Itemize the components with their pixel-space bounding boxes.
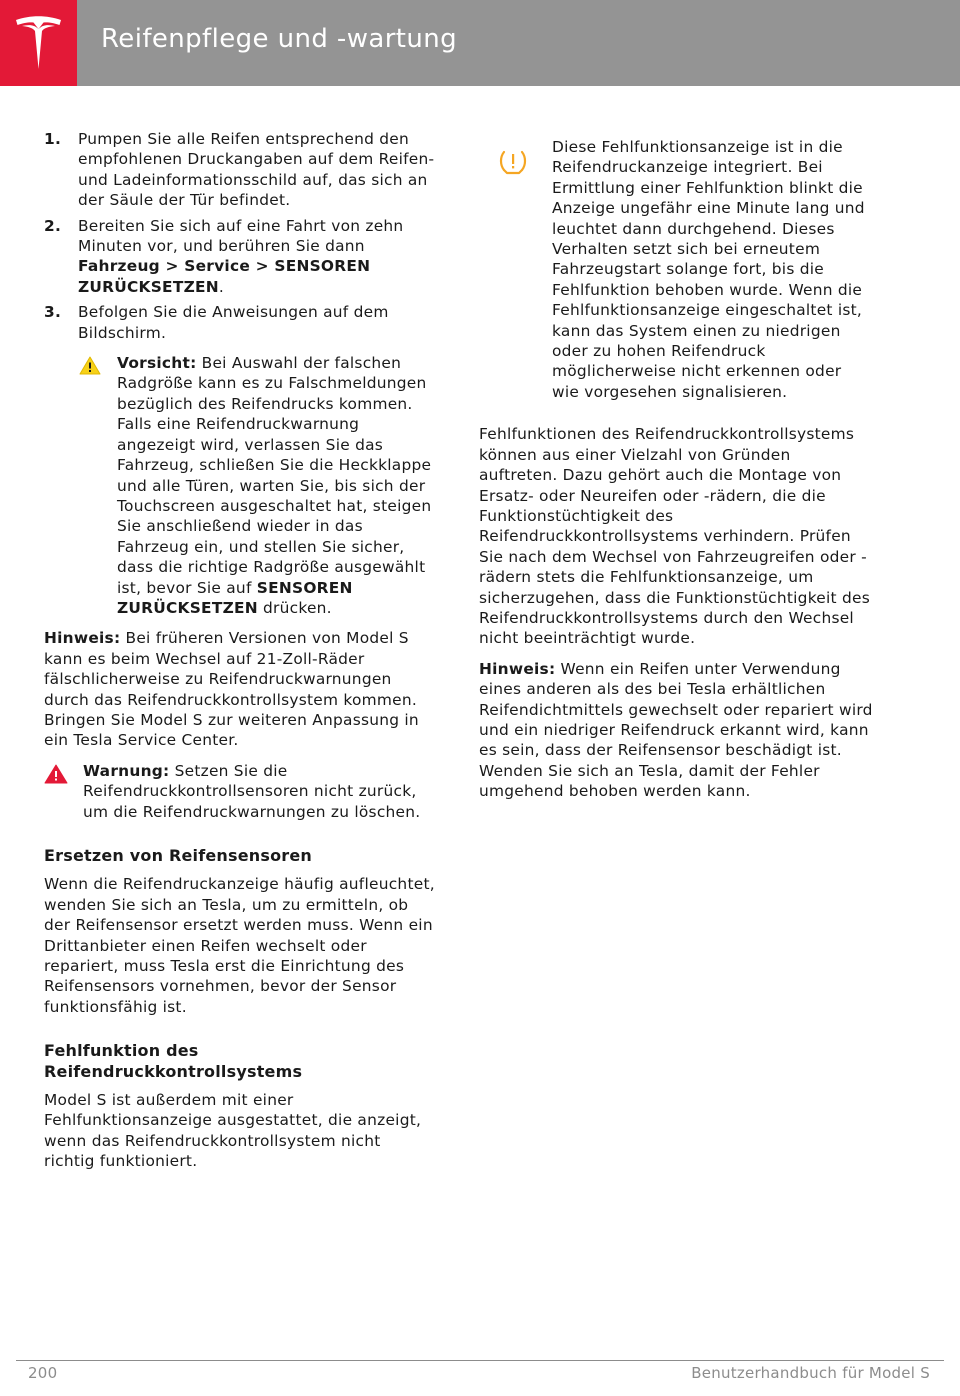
step-text: Pumpen Sie alle Reifen entsprechend den empfohlenen Druckangaben auf dem Reifen- und Ladeinformationsschild auf, das sich an der Säule der Tür befindet. (78, 130, 435, 210)
step-number: 2. (44, 216, 62, 235)
list-item (44, 129, 436, 211)
right-column (479, 137, 873, 802)
tpms-indicator-callout (479, 137, 873, 402)
left-column (44, 129, 436, 1172)
section-heading-malfunction: Fehlfunktion des Reifendruckkontrollsystems (44, 1041, 303, 1081)
note-label: Hinweis: (44, 629, 121, 648)
step-text: Befolgen Sie die Anweisungen auf dem Bildschirm. (78, 303, 389, 342)
menu-path: Fahrzeug > Service > SENSOREN ZURÜCKSETZEN (78, 257, 371, 296)
section-text-sensors: Wenn die Reifendruckanzeige häufig aufleuchtet, wenden Sie sich an Tesla, um zu ermitteln, ob der Reifensensor ersetzt werden muss. Wenn ein Drittanbieter einen Reifen wechselt oder repariert, muss Tesla erst die Einrichtung des Reifensensors vornehmen, bevor der Sensor funktionsfähig ist. (44, 875, 435, 1016)
steps-list (44, 129, 436, 343)
list-item (44, 302, 436, 343)
section-text-malfunction: Model S ist außerdem mit einer Fehlfunktionsanzeige ausgestattet, die anzeigt, wenn das Reifendruckkontrollsystem nicht richtig funktioniert. (44, 1091, 422, 1171)
footer-divider (16, 1360, 944, 1361)
step-number: 3. (44, 303, 62, 322)
warning-label: Warnung: (83, 761, 170, 780)
warning-text: Warnung: Setzen Sie die Reifendruckkontrollsensoren nicht zurück, um die Reifendruckwarnungen zu löschen. (83, 761, 421, 821)
tpms-indicator-icon (499, 149, 527, 180)
note-right: Hinweis: Wenn ein Reifen unter Verwendung eines anderen als des bei Tesla erhältlichen Reifendichtmittels gewechselt oder repariert wird und ein niedriger Reifendruck erkannt wird, kann es sein, dass der Reifensensor beschädigt ist. Wenden Sie sich an Tesla, damit der Fehler umgehend behoben werden kann. (479, 659, 873, 801)
tesla-logo (0, 0, 77, 86)
caution-label: Vorsicht: (117, 354, 197, 373)
tesla-logo-icon (14, 16, 63, 70)
section-heading-sensors: Ersetzen von Reifensensoren (44, 846, 313, 865)
list-item (44, 216, 436, 298)
step-text: Bereiten Sie sich auf eine Fahrt von zehn Minuten vor, und berühren Sie dann (78, 216, 404, 256)
page-number: 200 (28, 1364, 58, 1382)
caution-callout (44, 353, 436, 618)
note-label: Hinweis: (479, 659, 556, 678)
footer-title: Benutzerhandbuch für Model S (691, 1364, 930, 1382)
tpms-indicator-text: Diese Fehlfunktionsanzeige ist in die Reifendruckanzeige integriert. Bei Ermittlung einer Fehlfunktion blinkt die Anzeige ungefähr eine Minute lang und leuchtet dann durchgehend. Dieses Verhalten setzt sich bei erneutem Fahrzeugstart solange fort, bis die Fehlfunktion behoben wurde. Wenn die Fehlfunktionsanzeige eingeschaltet ist, kann das System einen zu niedrigen oder zu hohen Reifendruck möglicherweise nicht erkennen oder wie vorgesehen signalisieren. (552, 138, 865, 401)
note-left: Hinweis: Bei früheren Versionen von Model S kann es beim Wechsel auf 21-Zoll-Räder fälschlicherweise zu Reifendruckwarnungen durch das Reifendruckkontrollsystem kommen. Bringen Sie Model S zur weiteren Anpassung in ein Tesla Service Center. (44, 629, 419, 750)
malfunction-causes-text: Fehlfunktionen des Reifendruckkontrollsystems können aus einer Vielzahl von Gründen auftreten. Dazu gehört auch die Montage von Ersatz- oder Neureifen oder -rädern, die die Funktionstüchtigkeit des Reifendruckkontrollsystems verhindern. Prüfen Sie nach dem Wechsel von Fahrzeugreifen oder -rädern stets die Fehlfunktionsanzeige, um sicherzugehen, dass die Funktionstüchtigkeit des Reifendruckkontrollsystems durch den Wechsel nicht beeinträchtigt wurde. (479, 425, 870, 648)
step-number: 1. (44, 130, 62, 148)
page-title: Reifenpflege und -wartung (101, 24, 458, 54)
warning-triangle-icon (44, 764, 68, 789)
warning-callout (44, 761, 436, 822)
reset-sensors-label: SENSOREN ZURÜCKSETZEN (117, 578, 353, 617)
caution-triangle-icon (79, 356, 101, 380)
page-header (0, 0, 960, 86)
caution-text: Vorsicht: Bei Auswahl der falschen Radgröße kann es zu Falschmeldungen bezüglich des Reifendrucks kommen. Falls eine Reifendruckwarnung angezeigt wird, verlassen Sie das Fahrzeug, schließen Sie die Heckklappe und alle Türen, warten Sie, bis sich der Touchscreen ausgeschaltet hat, steigen Sie anschließend wieder in das Fahrzeug ein, und stellen Sie sicher, dass die richtige Radgröße ausgewählt ist, bevor Sie auf SENSOREN ZURÜCKSETZEN drücken. (117, 354, 432, 617)
step-text-end: . (218, 277, 225, 296)
